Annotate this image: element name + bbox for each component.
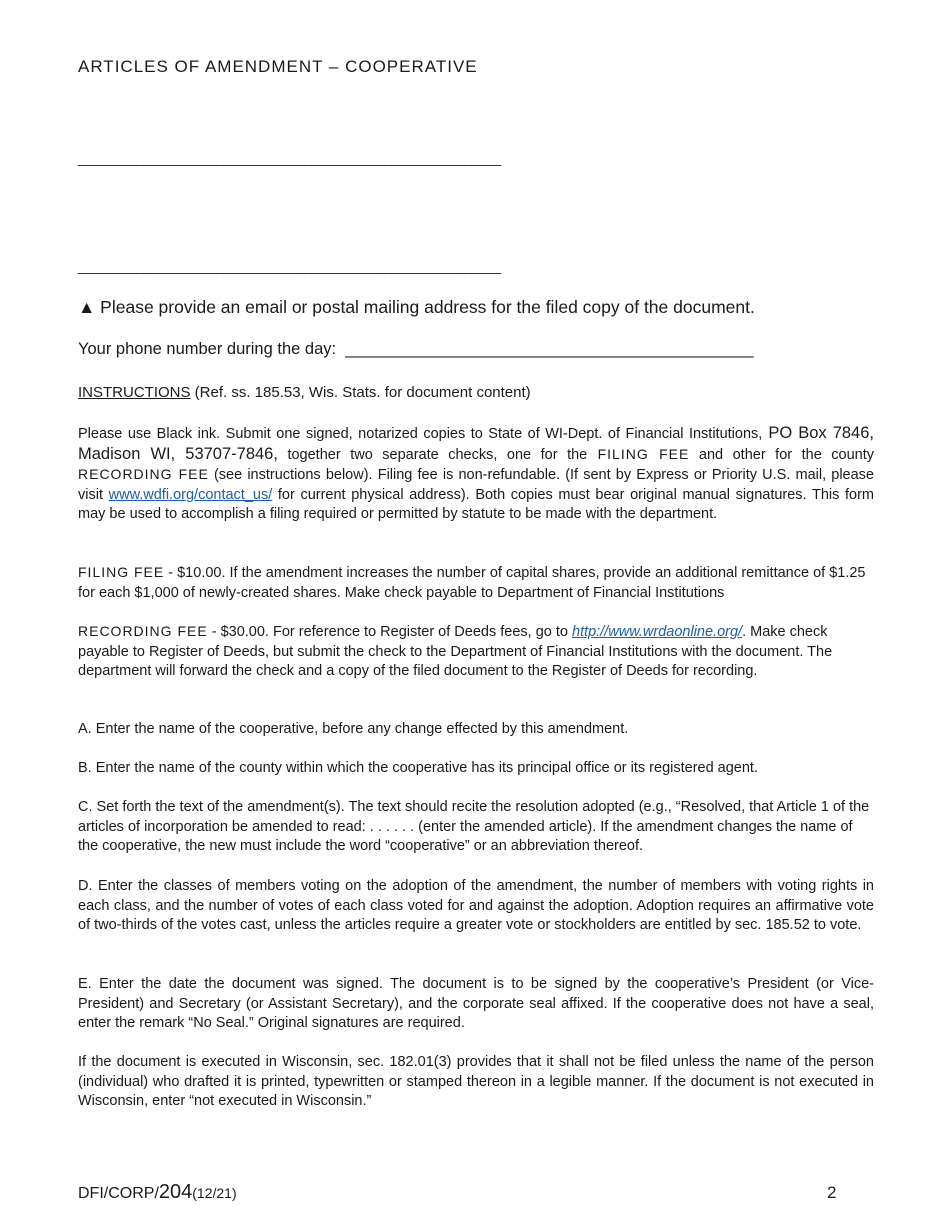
form-prefix: DFI/CORP/ — [78, 1185, 159, 1202]
general-text-2: together two separate checks, one for the — [277, 446, 588, 463]
instructions-general-paragraph — [78, 424, 874, 525]
recording-fee-text-2: . Make check payable to Register of Deeds, but submit the check to the Department of Financial Institutions with the document. The department will forward the check and a copy of the filed document to the Register of Deeds for recording. — [78, 624, 833, 680]
general-text-4: (see instructions below). Filing fee is non-refundable. (If sent by Express or Priority U.S. mail, please visit — [78, 467, 874, 503]
instruction-wisconsin: If the document is executed in Wisconsin, sec. 182.01(3) provides that it shall not be filed unless the name of the person (individual) who drafted it is printed, typewritten or stamped thereon in a legible manner. If the document is not executed in Wisconsin, enter “not executed in Wisconsin.” — [78, 1054, 874, 1110]
recording-fee-label: RECORDING FEE — [78, 623, 208, 639]
filing-fee-text: - $10.00. If the amendment increases the number of capital shares, provide an additional remittance of $1.25 for each $1,000 of newly-created shares. Make check payable to Department of Financial Institutions — [78, 565, 866, 601]
recording-fee-paragraph — [78, 622, 874, 682]
mailing-address: PO Box 7846, Madison WI, 53707-7846, — [78, 424, 874, 463]
phone-field-row — [78, 340, 753, 359]
address-line-2: __________________________________________________________ — [78, 258, 501, 274]
instruction-a: A. Enter the name of the cooperative, before any change effected by this amendment. — [78, 721, 629, 737]
instructions-reference: (Ref. ss. 185.53, Wis. Stats. for document content) — [190, 384, 531, 401]
form-number: 204 — [158, 1181, 193, 1203]
instruction-c: C. Set forth the text of the amendment(s). The text should recite the resolution adopted (e.g., “Resolved, that Article 1 of the articles of incorporation be amended to read: . . . . . . (enter the amended article). If the amendment changes the name of the cooperative, the new must include the word “cooperative” or an abbreviation thereof. — [78, 799, 870, 855]
recording-fee-term: RECORDING FEE — [78, 466, 209, 483]
general-text-3: and other for the county — [689, 446, 875, 463]
instruction-e: E. Enter the date the document was signed. The document is to be signed by the cooperative’s President (or Vice-President) and Secretary (or Assistant Secretary), and the corporate seal affixed. If the cooperative does not have a seal, enter the remark “No Seal.” Original signatures are required. — [78, 976, 874, 1032]
general-text-1: Please use Black ink. Submit one signed, notarized copies to State of WI-Dept. of Financial Institutions, — [78, 426, 763, 442]
instructions-heading: INSTRUCTIONS — [78, 384, 191, 401]
wrda-link[interactable]: http://www.wrdaonline.org/ — [572, 624, 743, 640]
filing-fee-paragraph — [78, 563, 874, 603]
filing-fee-label: FILING FEE — [78, 564, 165, 580]
email-note: ▲ Please provide an email or postal mailing address for the filed copy of the document. — [78, 297, 755, 317]
recording-fee-text-1: - $30.00. For reference to Register of Deeds fees, go to — [207, 624, 572, 640]
filing-fee-term: FILING FEE — [587, 445, 690, 462]
form-id — [78, 1181, 237, 1204]
instruction-d: D. Enter the classes of members voting on the adoption of the amendment, the number of members with voting rights in each class, and the number of votes of each class voted for and against the adoption. Adoption requires an affirmative vote of two-thirds of the votes cast, unless the articles require a greater vote or stockholders are entitled by sec. 185.52 to vote. — [78, 878, 874, 934]
instructions-heading-row — [78, 383, 874, 403]
instruction-b: B. Enter the name of the county within which the cooperative has its principal office or its registered agent. — [78, 760, 758, 776]
general-text-5: for current physical address). Both copies must bear original manual signatures. This form may be used to accomplish a filing required or permitted by statute to be made with the department. — [78, 486, 874, 523]
page-number: 2 — [827, 1183, 837, 1202]
page-title: ARTICLES OF AMENDMENT – COOPERATIVE — [78, 57, 478, 76]
phone-label: Your phone number during the day: — [78, 340, 337, 358]
phone-blank: _______________________________________________ — [345, 340, 754, 358]
form-revision: (12/21) — [192, 1185, 237, 1201]
address-line-1: __________________________________________________________ — [78, 150, 501, 166]
contact-link[interactable]: www.wdfi.org/contact_us/ — [108, 486, 273, 503]
